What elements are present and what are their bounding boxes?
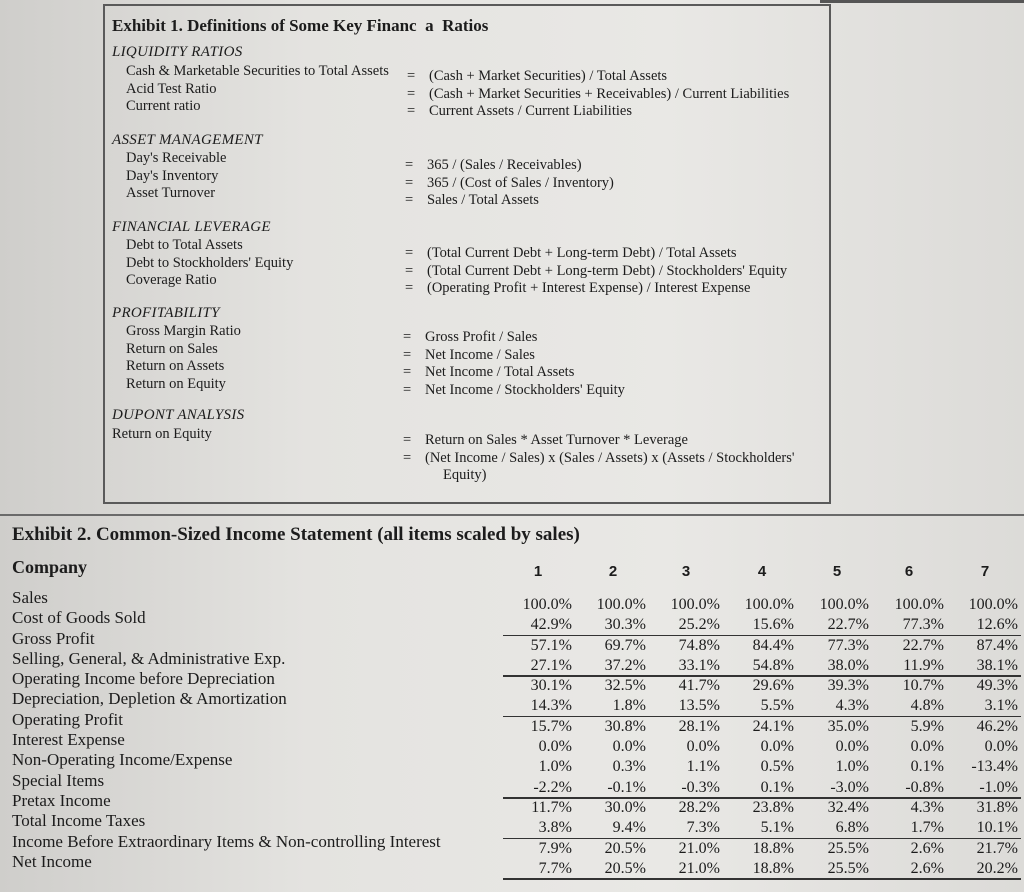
value-cell: -0.1% [607,778,646,796]
value-cell: 28.1% [678,717,720,735]
value-cell: 100.0% [819,596,869,613]
value-cell: 100.0% [670,596,720,613]
value-cell: 100.0% [744,596,794,613]
value-cell: 10.1% [976,819,1018,837]
value-cell: 20.2% [976,859,1018,877]
formula: Current Assets / Current Liabilities [429,103,632,119]
ratio-label: Day's Inventory [126,167,219,184]
dupont-heading: DUPONT ANALYSIS [112,407,245,423]
formula: (Cash + Market Securities + Receivables) / Current Liabilities [429,85,790,102]
liquidity-items [126,63,389,116]
value-cell: 9.4% [612,819,646,837]
value-cell: 77.3% [902,616,944,634]
value-cell: 42.9% [530,616,572,634]
row-label-sga: Selling, General, & Administrative Exp. [12,648,286,668]
value-cell: 23.8% [752,798,794,816]
formula: 365 / (Cost of Sales / Inventory) [427,174,614,191]
value-cell: 74.8% [678,636,720,654]
value-cell: 21.0% [678,859,720,877]
ratio-label: Gross Margin Ratio [126,323,241,339]
value-cell: 0.0% [760,738,794,756]
value-cell: 100.0% [522,596,572,613]
row-label-operating-income-before-dep: Operating Income before Depreciation [12,669,275,689]
liquidity-formulas [407,68,789,121]
value-cell: 5.1% [760,819,794,837]
financial-leverage-heading: FINANCIAL LEVERAGE [112,219,271,235]
ratio-label: Debt to Total Assets [126,237,243,253]
value-cell: 10.7% [902,677,944,695]
subtotal-rule [503,716,1021,718]
top-rule [820,0,1024,3]
equals-sign: = [403,364,412,380]
value-cell: 13.5% [678,697,720,715]
equals-sign: = [407,85,416,102]
value-cell: 54.8% [752,656,794,674]
row-label-income-taxes: Total Income Taxes [12,811,146,831]
value-cell: 7.3% [686,819,720,837]
value-cell: 41.7% [678,677,720,695]
value-cell: 25.2% [678,616,720,634]
profitability-formulas [403,329,625,399]
dupont-formulas [403,432,795,485]
value-cell: 28.2% [678,798,720,816]
equals-sign: = [403,329,412,345]
company-4-values [722,595,794,879]
formula: (Total Current Debt + Long-term Debt) / Stockholders' Equity [427,262,788,279]
value-cell: 100.0% [596,596,646,613]
financial-leverage-formulas [405,245,787,298]
value-cell: 7.9% [538,839,572,857]
company-1-values [500,595,572,879]
ratio-label: Return on Assets [126,358,225,374]
formula: 365 / (Sales / Receivables) [427,157,582,173]
exhibit2-title: Exhibit 2. Common-Sized Income Statement (all items scaled by sales) [12,524,580,545]
value-cell: 0.3% [612,758,646,776]
row-label-non-operating: Non-Operating Income/Expense [12,750,233,770]
company-label: Company [12,557,88,577]
value-cell: -0.3% [681,778,720,796]
value-cell: 24.1% [752,717,794,735]
row-label-operating-profit: Operating Profit [12,709,123,729]
value-cell: 30.3% [604,616,646,634]
profitability-items [126,323,241,393]
formula: Gross Profit / Sales [425,329,538,345]
row-label-depreciation: Depreciation, Depletion & Amortization [12,689,287,709]
company-header-1: 1 [533,563,543,580]
subtotal-rule [503,838,1021,840]
value-cell: 32.4% [827,798,869,816]
company-header-4: 4 [757,563,767,580]
value-cell: 0.5% [760,758,794,776]
value-cell: 100.0% [894,596,944,613]
row-label-interest-expense: Interest Expense [12,730,125,750]
equals-sign: = [405,174,414,191]
value-cell: 87.4% [976,636,1018,654]
formula: Net Income / Total Assets [425,364,575,380]
ratio-label: Cash & Marketable Securities to Total Assets [126,63,389,79]
formula: Net Income / Sales [425,346,535,363]
financial-leverage-items [126,237,293,290]
value-cell: 84.4% [752,636,794,654]
formula: Return on Sales * Asset Turnover * Leverage [425,432,688,448]
value-cell: 7.7% [538,859,572,877]
value-cell: 11.7% [531,798,572,816]
value-cell: 30.1% [530,677,572,695]
formula: (Cash + Market Securities) / Total Assets [429,68,668,84]
ratio-label: Acid Test Ratio [126,80,217,97]
company-header-6: 6 [904,563,914,580]
company-header-5: 5 [832,563,842,580]
value-cell: 2.6% [910,859,944,877]
row-label-gross-profit: Gross Profit [12,628,95,648]
value-cell: 38.0% [827,656,869,674]
value-cell: 27.1% [530,656,572,674]
row-label-cogs: Cost of Goods Sold [12,608,146,628]
value-cell: 0.1% [910,758,944,776]
value-cell: 69.7% [604,636,646,654]
ratio-label: Current ratio [126,98,201,114]
company-header-3: 3 [681,563,691,580]
value-cell: 18.8% [752,839,794,857]
value-cell: 1.1% [686,758,720,776]
equals-sign: = [405,245,414,261]
liquidity-heading: LIQUIDITY RATIOS [112,44,243,60]
value-cell: 0.0% [612,738,646,756]
value-cell: 57.1% [530,636,572,654]
exhibit2-divider [0,514,1024,516]
asset-management-items [126,150,226,203]
value-cell: 15.6% [752,616,794,634]
value-cell: -3.0% [830,778,869,796]
formula: Sales / Total Assets [427,192,539,208]
equals-sign: = [405,280,414,296]
equals-sign: = [403,449,412,466]
value-cell: -0.8% [905,778,944,796]
asset-management-formulas [405,157,614,210]
value-cell: 4.8% [910,697,944,715]
row-label-income-before-extraordinary: Income Before Extraordinary Items & Non-controlling Interest [12,831,441,851]
value-cell: 22.7% [902,636,944,654]
value-cell: 21.7% [976,839,1018,857]
ratio-label: Coverage Ratio [126,272,217,288]
value-cell: 46.2% [976,717,1018,735]
value-cell: 5.5% [760,697,794,715]
value-cell: 2.6% [910,839,944,857]
formula: (Net Income / Sales) x (Sales / Assets) x (Assets / Stockholders' [425,449,795,466]
value-cell: -1.0% [979,778,1018,796]
ratio-label: Return on Equity [126,375,226,392]
value-cell: 21.0% [678,839,720,857]
formula: Net Income / Stockholders' Equity [425,381,625,398]
value-cell: -2.2% [533,778,572,796]
row-label-net-income: Net Income [12,851,92,871]
value-cell: 11.9% [903,656,944,674]
value-cell: 35.0% [827,717,869,735]
equals-sign: = [405,262,414,279]
row-labels [12,588,441,872]
value-cell: 22.7% [827,616,869,634]
formula: (Operating Profit + Interest Expense) / Interest Expense [427,280,751,296]
company-header-7: 7 [980,563,990,580]
equals-sign: = [407,103,416,119]
value-cell: 32.5% [604,677,646,695]
value-cell: 1.8% [612,697,646,715]
value-cell: 6.8% [835,819,869,837]
company-6-values [872,595,944,879]
value-cell: 14.3% [530,697,572,715]
value-cell: 0.1% [760,778,794,796]
value-cell: 4.3% [910,798,944,816]
subtotal-rule [503,797,1021,799]
value-cell: 37.2% [604,656,646,674]
value-cell: 33.1% [678,656,720,674]
value-cell: 3.8% [538,819,572,837]
equals-sign: = [403,432,412,448]
equals-sign: = [407,68,416,84]
value-cell: 100.0% [968,596,1018,613]
value-cell: 25.5% [827,839,869,857]
ratio-label: Day's Receivable [126,150,227,166]
equals-sign: = [405,157,414,173]
value-cell: 0.0% [686,738,720,756]
company-header-2: 2 [608,563,618,580]
company-7-values [946,595,1018,879]
value-cell: 0.0% [538,738,572,756]
value-cell: 0.0% [910,738,944,756]
ratio-label: Debt to Stockholders' Equity [126,254,294,271]
equals-sign: = [403,346,412,363]
company-3-values [648,595,720,879]
value-cell: 1.0% [835,758,869,776]
profitability-heading: PROFITABILITY [112,305,220,321]
value-cell: -13.4% [971,758,1018,776]
value-cell: 12.6% [976,616,1018,634]
value-cell: 0.0% [984,738,1018,756]
value-cell: 4.3% [835,697,869,715]
value-cell: 0.0% [835,738,869,756]
value-cell: 15.7% [530,717,572,735]
subtotal-rule [503,878,1021,880]
value-cell: 30.8% [604,717,646,735]
subtotal-rule [503,675,1021,677]
value-cell: 1.7% [910,819,944,837]
row-label-pretax-income: Pretax Income [12,790,111,810]
row-label-special-items: Special Items [12,770,105,790]
ratio-label: Return on Sales [126,340,218,357]
ratio-label: Return on Equity [112,426,212,442]
equals-sign: = [403,381,412,398]
formula: Equity) [443,467,487,483]
value-cell: 25.5% [827,859,869,877]
value-cell: 77.3% [827,636,869,654]
row-label-sales: Sales [12,588,48,607]
company-5-values [797,595,869,879]
value-cell: 29.6% [752,677,794,695]
value-cell: 31.8% [976,798,1018,816]
value-cell: 30.0% [604,798,646,816]
value-cell: 39.3% [827,677,869,695]
value-cell: 18.8% [752,859,794,877]
company-2-values [574,595,646,879]
ratio-label: Asset Turnover [126,185,216,201]
value-cell: 20.5% [604,859,646,877]
exhibit1-title: Exhibit 1. Definitions of Some Key Financ a Ratios [112,16,489,35]
value-cell: 1.0% [538,758,572,776]
dupont-items [112,426,212,444]
equals-sign: = [405,192,414,208]
value-cell: 5.9% [910,717,944,735]
value-cell: 38.1% [976,656,1018,674]
asset-management-heading: ASSET MANAGEMENT [112,132,263,148]
value-cell: 20.5% [604,839,646,857]
formula: (Total Current Debt + Long-term Debt) / Total Assets [427,245,737,261]
value-cell: 3.1% [984,697,1018,715]
subtotal-rule [503,635,1021,637]
value-cell: 49.3% [976,677,1018,695]
